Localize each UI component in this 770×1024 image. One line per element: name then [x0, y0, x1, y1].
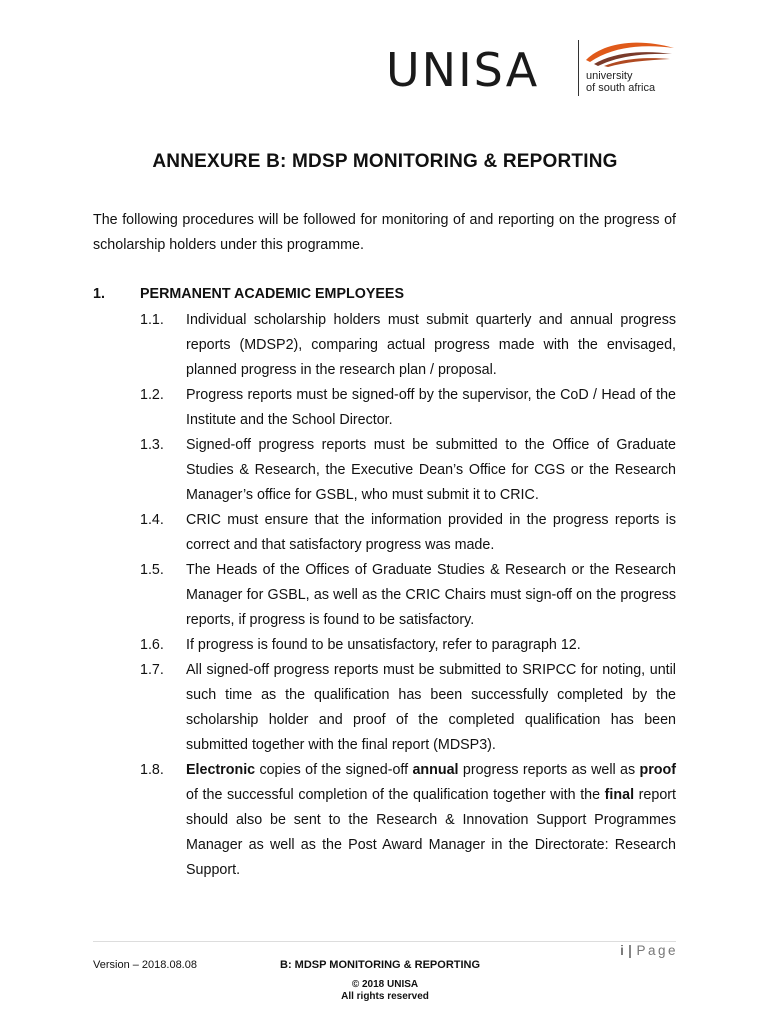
list-item — [140, 658, 676, 758]
item-text: The Heads of the Offices of Graduate Studies & Research or the Research Manager for GSBL, as well as the CRIC Chairs must sign-off on the progress reports, if progress is found to be satisfactory. — [186, 562, 676, 628]
section-items — [140, 308, 676, 883]
logo-divider — [578, 40, 579, 96]
list-item — [140, 508, 676, 558]
section-title: PERMANENT ACADEMIC EMPLOYEES — [140, 286, 404, 302]
unisa-logo — [386, 38, 686, 100]
item-text: Progress reports must be signed-off by the supervisor, the CoD / Head of the Institute and the School Director. — [186, 387, 676, 428]
bold-electronic: Electronic — [186, 762, 256, 778]
list-item — [140, 433, 676, 508]
footer-doc-title: B: MDSP MONITORING & REPORTING — [280, 959, 481, 971]
page-word: Page — [636, 943, 678, 958]
logo-sub-line1: university — [586, 70, 633, 82]
list-item — [140, 383, 676, 433]
item-number: 1.8. — [140, 762, 164, 778]
list-item — [140, 558, 676, 633]
item-text-part: report should also be sent to the Research & Innovation Support Programmes Manager as well as the Post Award Manager in the Directorate: Research Support. — [186, 787, 677, 878]
rights-line: All rights reserved — [341, 991, 429, 1002]
item-text: Individual scholarship holders must submit quarterly and annual progress reports (MDSP2), comparing actual progress made with the envisaged, planned progress in the research plan / proposal. — [186, 312, 676, 378]
list-item — [140, 308, 676, 383]
bold-proof: proof — [639, 762, 677, 778]
item-number: 1.7. — [140, 662, 164, 678]
item-text: Signed-off progress reports must be submitted to the Office of Graduate Studies & Research, the Executive Dean’s Office for CGS or the Research Manager’s office for GSBL, who must submit it to CRIC. — [186, 437, 676, 503]
list-item — [140, 758, 676, 883]
logo-swoosh-icon — [584, 38, 676, 68]
logo-subtitle — [586, 70, 655, 94]
item-text — [186, 758, 676, 883]
logo-wordmark: UNISA — [386, 43, 540, 97]
item-text: CRIC must ensure that the information provided in the progress reports is correct and that satisfactory progress was made. — [186, 512, 676, 553]
logo-sub-line2: of south africa — [586, 82, 656, 94]
footer-divider — [93, 941, 676, 942]
item-text: If progress is found to be unsatisfactory, refer to paragraph 12. — [186, 637, 581, 653]
page-title: ANNEXURE B: MDSP MONITORING & REPORTING — [152, 151, 618, 172]
item-number: 1.2. — [140, 387, 164, 403]
page-number — [620, 943, 678, 958]
page-number-value: i — [620, 943, 624, 958]
copyright-line: © 2018 UNISA — [351, 979, 419, 990]
footer-copyright — [0, 979, 770, 1003]
item-text-part: progress reports as well as — [458, 762, 640, 778]
item-number: 1.1. — [140, 312, 164, 328]
bold-annual: annual — [412, 762, 459, 778]
item-text: All signed-off progress reports must be submitted to SRIPCC for noting, until such time as the qualification has been successfully completed by the scholarship holder and proof of the completed qualification has been submitted together with the final report (MDSP3). — [186, 662, 676, 753]
item-number: 1.5. — [140, 562, 164, 578]
item-text-part: of the successful completion of the qualification together with the — [186, 787, 605, 803]
list-item — [140, 633, 676, 658]
intro-paragraph: The following procedures will be followed for monitoring of and reporting on the progress of scholarship holders under this programme. — [93, 212, 676, 253]
bold-final: final — [604, 787, 635, 803]
item-number: 1.6. — [140, 637, 164, 653]
item-text-part: copies of the signed-off — [255, 762, 413, 778]
item-number: 1.4. — [140, 512, 164, 528]
footer-version: Version – 2018.08.08 — [93, 959, 197, 971]
page-sep: | — [623, 943, 637, 958]
item-number: 1.3. — [140, 437, 164, 453]
section-number: 1. — [93, 286, 105, 302]
